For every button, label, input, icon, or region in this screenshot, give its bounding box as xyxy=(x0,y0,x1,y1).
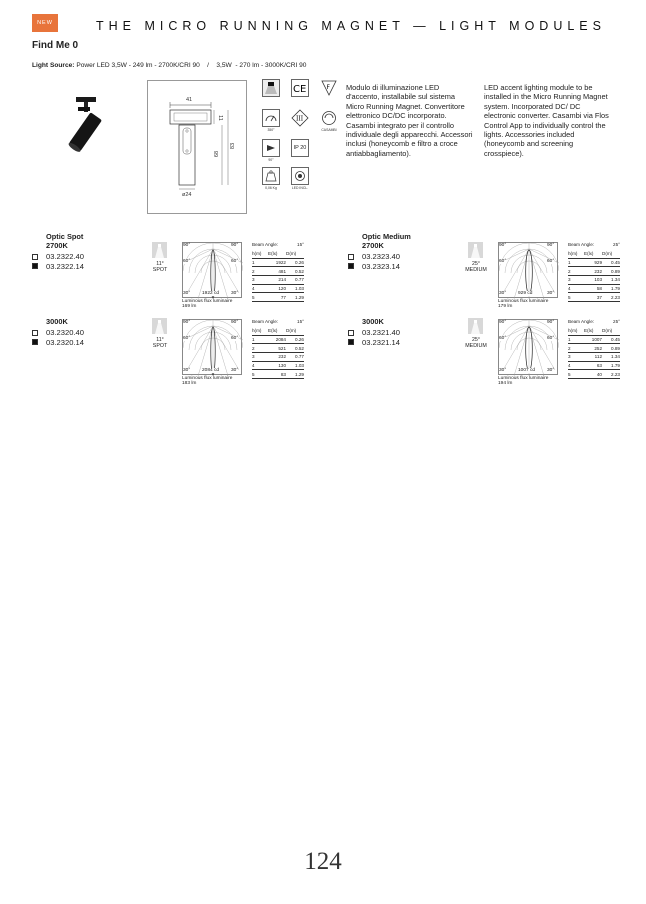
beam-angle-label: Beam Angle: xyxy=(568,242,595,247)
polar-angle-label: 60° xyxy=(499,259,507,264)
polar-diagram xyxy=(182,242,242,298)
dimmable-caption: 350° xyxy=(267,128,275,132)
table-cell: 1.79 xyxy=(611,363,620,369)
table-cell: 0.26 xyxy=(295,260,304,266)
tilt-caption: 90° xyxy=(268,158,274,162)
polar-angle-label: 30° xyxy=(183,291,191,296)
table-cell: 0.45 xyxy=(611,337,620,343)
peak-intensity: 2084 cd xyxy=(202,368,220,373)
table-cell: 2.23 xyxy=(611,371,620,377)
table-cell: 58 xyxy=(596,286,602,292)
table-column-header: E(lx) xyxy=(268,251,278,257)
polar-angle-label: 30° xyxy=(231,368,239,373)
polar-angle-label: 60° xyxy=(231,259,239,264)
table-cell: 1.29 xyxy=(295,371,304,377)
dimmable-icon xyxy=(262,109,280,127)
article-code-row xyxy=(32,328,84,337)
polar-diagram xyxy=(182,319,242,375)
polar-angle-label: 90° xyxy=(499,243,507,248)
polar-angle-label: 90° xyxy=(231,243,239,248)
table-cell: 1.79 xyxy=(611,286,620,292)
table-cell: 929 xyxy=(594,260,602,266)
table-cell: 2084 xyxy=(275,337,286,343)
polar-angle-label: 90° xyxy=(231,320,239,325)
beam-type: MEDIUM xyxy=(465,267,487,273)
casambi-caption: CASAMBI xyxy=(321,128,337,132)
table-cell: 1.29 xyxy=(295,294,304,300)
peak-intensity: 929 cd xyxy=(518,291,533,296)
polar-angle-label: 30° xyxy=(231,291,239,296)
table-row xyxy=(568,285,620,294)
beam-type: SPOT xyxy=(152,267,168,273)
table-cell: 232 xyxy=(278,354,286,360)
luminous-flux-label: Luminous flux luminaire xyxy=(498,299,549,304)
svg-text:III: III xyxy=(296,115,304,123)
light-source-value: Power LED 3,5W - 249 lm - 2700K/CRI 90 / 3,5W - 270 lm - 3000K/CRI 90 xyxy=(74,62,307,69)
dim-width: 41 xyxy=(186,97,193,103)
table-cell: 4 xyxy=(568,286,571,292)
beam-angle-icon xyxy=(468,318,483,334)
table-cell: 1007 xyxy=(591,337,602,343)
luminous-flux-label: Luminous flux luminaire xyxy=(182,376,233,381)
article-code: 03.2323.14 xyxy=(362,261,401,271)
table-row xyxy=(568,353,620,362)
table-cell: 2.23 xyxy=(611,294,620,300)
luminous-flux-value: 179 lm xyxy=(498,304,513,309)
table-column-header: D(m) xyxy=(286,251,297,257)
polar-angle-label: 30° xyxy=(547,368,555,373)
table-cell: 1.03 xyxy=(295,286,304,292)
class-three-icon xyxy=(291,109,309,127)
page-number: 124 xyxy=(304,848,342,875)
photometric-table xyxy=(568,319,620,379)
light-source-label: Light Source: xyxy=(32,62,75,69)
beam-angle-value: 25° xyxy=(613,242,620,247)
article-code-row xyxy=(32,262,84,271)
table-column-header: h(m) xyxy=(252,251,262,257)
new-badge: NEW xyxy=(32,14,58,32)
table-cell: 3 xyxy=(568,277,571,283)
table-cell: 40 xyxy=(596,371,602,377)
table-cell: 112 xyxy=(594,354,602,360)
optic-block xyxy=(32,233,312,315)
weight-caption: 0,06 Kg xyxy=(265,186,277,190)
black-finish-swatch xyxy=(32,263,38,269)
table-column-header: h(m) xyxy=(568,251,578,257)
tilt-icon xyxy=(262,139,280,157)
table-column-header: h(m) xyxy=(252,328,262,334)
table-cell: 5 xyxy=(568,371,571,377)
optic-group-title: Optic Spot xyxy=(46,232,84,241)
luminous-flux-value: 183 lm xyxy=(182,381,197,386)
beam-degree: 11° xyxy=(156,261,164,267)
casambi-icon xyxy=(320,109,338,127)
table-cell: 0.89 xyxy=(611,268,620,274)
photometric-table xyxy=(568,242,620,302)
color-temperature: 3000K xyxy=(46,317,68,326)
color-temperature: 3000K xyxy=(362,317,384,326)
table-cell: 2 xyxy=(252,345,255,351)
technical-drawing xyxy=(147,80,247,214)
article-code-row xyxy=(348,262,400,271)
table-cell: 4 xyxy=(568,363,571,369)
dim-side: 11 xyxy=(216,115,223,121)
table-column-header: D(m) xyxy=(286,328,297,334)
table-cell: 4 xyxy=(252,286,255,292)
polar-angle-label: 90° xyxy=(547,243,555,248)
beam-angle-header xyxy=(252,319,304,327)
luminous-flux-label: Luminous flux luminaire xyxy=(182,299,233,304)
table-cell: 5 xyxy=(568,294,571,300)
table-cell: 481 xyxy=(278,268,286,274)
product-name: Find Me 0 xyxy=(32,40,79,51)
table-row xyxy=(252,285,304,294)
table-row xyxy=(252,353,304,362)
table-row xyxy=(568,293,620,302)
article-code: 03.2322.40 xyxy=(46,252,85,262)
luminous-flux-label: Luminous flux luminaire xyxy=(498,376,549,381)
table-row xyxy=(568,276,620,285)
f-mark-icon xyxy=(320,79,338,97)
luminous-flux-value: 169 lm xyxy=(182,304,197,309)
beam-angle-value: 25° xyxy=(613,319,620,324)
table-cell: 2 xyxy=(568,345,571,351)
table-cell: 1.03 xyxy=(295,363,304,369)
polar-angle-label: 90° xyxy=(547,320,555,325)
polar-angle-label: 60° xyxy=(231,336,239,341)
table-row xyxy=(568,362,620,371)
color-temperature: 2700K xyxy=(362,241,384,250)
article-code: 03.2320.40 xyxy=(46,328,85,338)
polar-angle-label: 60° xyxy=(547,259,555,264)
svg-text:F: F xyxy=(326,84,330,91)
article-code: 03.2321.40 xyxy=(362,328,401,338)
polar-angle-label: 30° xyxy=(499,291,507,296)
beam-degree: 25° xyxy=(471,337,480,343)
description-english: LED accent lighting module to be installed in the Micro Running Magnet system. Incorporated DC/ DC electronic converter. Casambi via Flos Control App to individually control the lights. Accessories included (honeycomb and screening crosspiece). xyxy=(484,83,609,158)
table-header-row xyxy=(252,327,304,336)
beam-angle-value: 15° xyxy=(297,242,304,247)
black-finish-swatch xyxy=(32,339,38,345)
beam-type: SPOT xyxy=(152,343,168,349)
table-cell: 4 xyxy=(252,363,255,369)
table-row xyxy=(568,370,620,379)
dim-height-inner: 68 xyxy=(214,150,221,158)
page-header-title: THE MICRO RUNNING MAGNET — LIGHT MODULES xyxy=(96,19,606,33)
dim-height-outer: 83 xyxy=(230,142,237,150)
polar-angle-label: 60° xyxy=(547,336,555,341)
svg-text:CE: CE xyxy=(293,84,307,93)
beam-angle-header xyxy=(568,242,620,250)
polar-angle-label: 60° xyxy=(183,259,191,264)
table-row xyxy=(252,344,304,353)
table-cell: 1 xyxy=(252,260,255,266)
symbols-grid xyxy=(262,79,342,191)
polar-angle-label: 90° xyxy=(499,320,507,325)
polar-angle-label: 90° xyxy=(183,243,191,248)
table-cell: 232 xyxy=(594,268,602,274)
table-row xyxy=(568,267,620,276)
table-row xyxy=(252,336,304,345)
peak-intensity: 1007 cd xyxy=(518,368,536,373)
article-code-row xyxy=(348,338,400,347)
optic-group-title: Optic Medium xyxy=(362,232,411,241)
optic-block xyxy=(348,233,628,315)
polar-diagram xyxy=(498,319,558,375)
table-row xyxy=(252,276,304,285)
table-cell: 0.89 xyxy=(611,345,620,351)
black-finish-swatch xyxy=(348,339,354,345)
article-code-row xyxy=(32,252,84,261)
table-column-header: E(lx) xyxy=(584,328,594,334)
table-cell: 1 xyxy=(252,337,255,343)
beam-angle-label: Beam Angle: xyxy=(252,242,279,247)
table-cell: 1.34 xyxy=(611,277,620,283)
ip20-icon xyxy=(291,139,309,157)
table-cell: 77 xyxy=(280,294,286,300)
article-code-row xyxy=(348,252,400,261)
table-row xyxy=(252,370,304,379)
ce-mark-icon xyxy=(291,79,309,97)
table-column-header: D(m) xyxy=(602,251,613,257)
led-icon xyxy=(262,79,280,97)
table-cell: 0.45 xyxy=(611,260,620,266)
weight-icon xyxy=(262,167,280,185)
white-finish-swatch xyxy=(32,254,38,260)
table-cell: 5 xyxy=(252,294,255,300)
table-cell: 120 xyxy=(278,286,286,292)
optic-block xyxy=(348,318,628,400)
ip20-text: IP 20 xyxy=(293,145,307,151)
table-row xyxy=(252,267,304,276)
black-finish-swatch xyxy=(348,263,354,269)
table-cell: 0.77 xyxy=(295,354,304,360)
table-cell: 2 xyxy=(252,268,255,274)
table-header-row xyxy=(568,327,620,336)
optic-block xyxy=(32,318,312,400)
beam-angle-value: 15° xyxy=(297,319,304,324)
table-header-row xyxy=(252,250,304,259)
polar-angle-label: 60° xyxy=(499,336,507,341)
table-row xyxy=(252,259,304,268)
beam-degree: 25° xyxy=(471,261,480,267)
beam-degree: 11° xyxy=(156,337,164,343)
dim-diameter: ø24 xyxy=(182,192,192,198)
table-cell: 1 xyxy=(568,337,571,343)
beam-angle-icon xyxy=(468,242,483,258)
white-finish-swatch xyxy=(348,254,354,260)
beam-angle-label: Beam Angle: xyxy=(252,319,279,324)
product-image xyxy=(60,93,110,159)
polar-angle-label: 60° xyxy=(183,336,191,341)
table-column-header: D(m) xyxy=(602,328,613,334)
table-cell: 0.52 xyxy=(295,268,304,274)
table-cell: 1922 xyxy=(275,260,286,266)
table-row xyxy=(568,344,620,353)
table-cell: 1 xyxy=(568,260,571,266)
table-cell: 521 xyxy=(278,345,286,351)
table-row xyxy=(252,293,304,302)
beam-angle-icon xyxy=(152,318,167,334)
table-cell: 0.26 xyxy=(295,337,304,343)
table-cell: 3 xyxy=(252,277,255,283)
table-cell: 3 xyxy=(568,354,571,360)
description-italian: Modulo di illuminazione LED d'accento, installabile sul sistema Micro Running Magnet. Convertitore elettronico DC/DC incorporato. Casambi integrato per il controllo individuale degli apparecchi. Accessori inclusi (honeycomb e filtro a croce antiabbagliamento). xyxy=(346,83,473,158)
table-cell: 0.77 xyxy=(295,277,304,283)
table-cell: 0.52 xyxy=(295,345,304,351)
white-finish-swatch xyxy=(32,330,38,336)
beam-type: MEDIUM xyxy=(465,343,487,349)
beam-angle-label: Beam Angle: xyxy=(568,319,595,324)
table-cell: 130 xyxy=(278,363,286,369)
article-code-row xyxy=(32,338,84,347)
color-temperature: 2700K xyxy=(46,241,68,250)
table-row xyxy=(568,259,620,268)
table-column-header: E(lx) xyxy=(584,251,594,257)
polar-angle-label: 30° xyxy=(499,368,507,373)
table-cell: 252 xyxy=(594,345,602,351)
peak-intensity: 1922 cd xyxy=(202,291,220,296)
polar-diagram xyxy=(498,242,558,298)
table-cell: 214 xyxy=(278,277,286,283)
article-code: 03.2323.40 xyxy=(362,252,401,262)
table-cell: 83 xyxy=(280,371,286,377)
table-cell: 103 xyxy=(594,277,602,283)
article-code: 03.2320.14 xyxy=(46,337,85,347)
polar-angle-label: 90° xyxy=(183,320,191,325)
table-cell: 1.34 xyxy=(611,354,620,360)
table-cell: 3 xyxy=(252,354,255,360)
polar-angle-label: 30° xyxy=(183,368,191,373)
table-cell: 63 xyxy=(596,363,602,369)
table-cell: 2 xyxy=(568,268,571,274)
beam-angle-icon xyxy=(152,242,167,258)
photometric-table xyxy=(252,319,304,379)
photometric-table xyxy=(252,242,304,302)
article-code: 03.2322.14 xyxy=(46,261,85,271)
table-column-header: h(m) xyxy=(568,328,578,334)
luminous-flux-value: 194 lm xyxy=(498,381,513,386)
table-cell: 37 xyxy=(596,294,602,300)
light-source-line xyxy=(32,62,306,69)
article-code-row xyxy=(348,328,400,337)
polar-angle-label: 30° xyxy=(547,291,555,296)
beam-angle-header xyxy=(252,242,304,250)
article-code: 03.2321.14 xyxy=(362,337,401,347)
table-row xyxy=(568,336,620,345)
table-header-row xyxy=(568,250,620,259)
led-incl-icon xyxy=(291,167,309,185)
led-incl-caption: LED INCL. xyxy=(291,186,309,190)
table-row xyxy=(252,362,304,371)
table-cell: 5 xyxy=(252,371,255,377)
white-finish-swatch xyxy=(348,330,354,336)
beam-angle-header xyxy=(568,319,620,327)
table-column-header: E(lx) xyxy=(268,328,278,334)
